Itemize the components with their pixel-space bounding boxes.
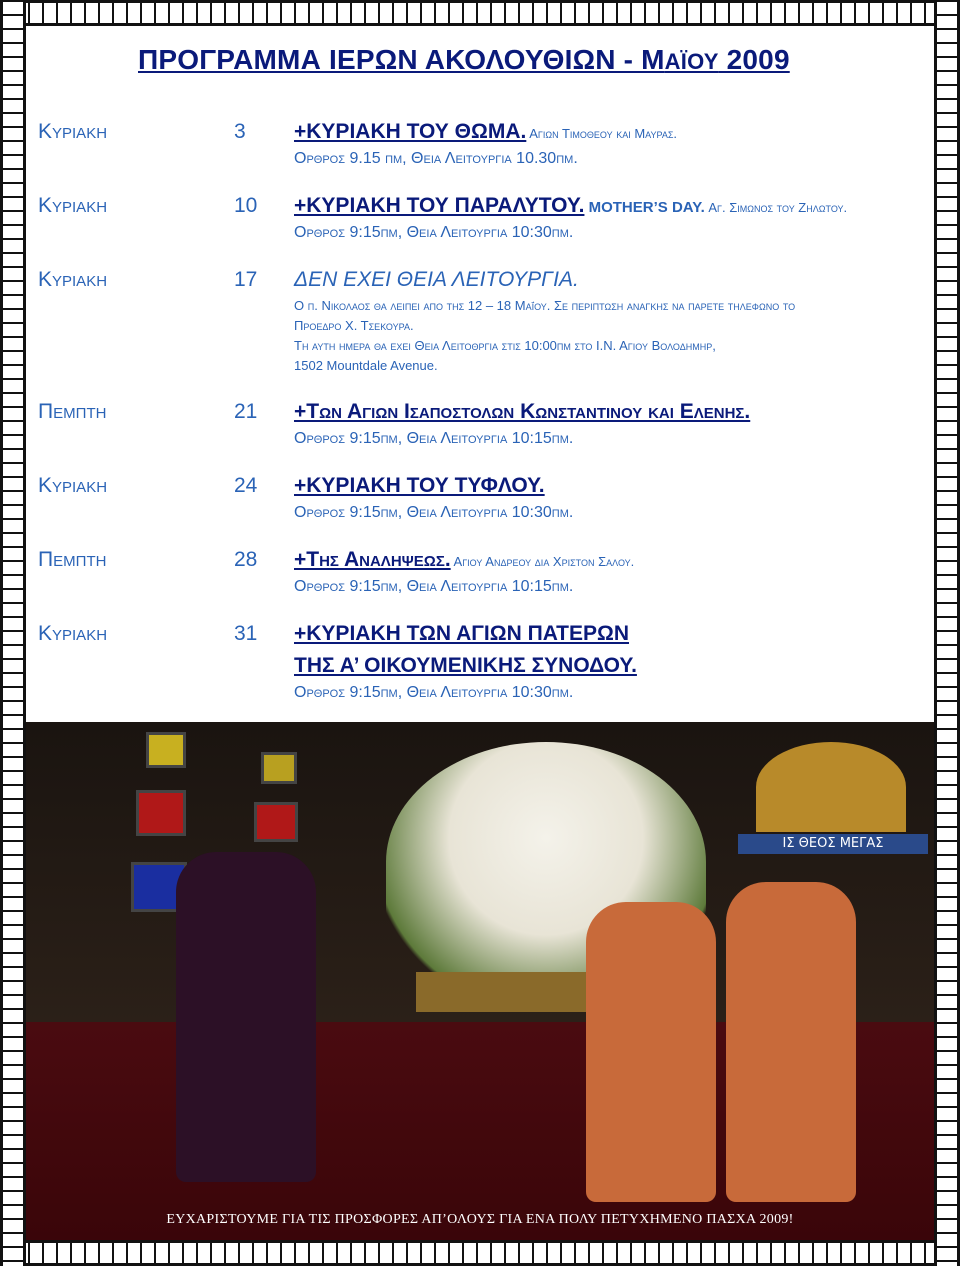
entry-feast: +ΚΥΡΙΑΚΗ ΤΟΥ ΘΩΜΑ. bbox=[294, 120, 527, 143]
entry-day: Πεμπτη bbox=[38, 400, 107, 423]
entry-feast: +ΚΥΡΙΑΚΗ ΤΟΥ ΠΑΡΑΛΥΤΟΥ. bbox=[294, 194, 585, 217]
altar-boy-figure bbox=[586, 902, 716, 1202]
greek-key-border-right bbox=[934, 0, 960, 1266]
schedule-panel bbox=[26, 26, 934, 720]
page-title bbox=[138, 44, 790, 76]
entry-feast: +Της Αναληψεως. bbox=[294, 548, 451, 571]
greek-key-border-bottom bbox=[0, 1240, 960, 1266]
entry-feast: +Των Αγιων Ισαποστολων Κωνσταντινου και Ελενης. bbox=[294, 400, 751, 423]
entry-times: Ορθρος 9:15πμ, Θεια Λειτουργια 10:30πμ. bbox=[294, 504, 574, 521]
entry-times: Ορθρος 9:15πμ, Θεια Λειτουργια 10:30πμ. bbox=[294, 224, 574, 241]
icon-inscription: ΙΣ ΘΕΟΣ ΜΕΓΑΣ bbox=[738, 834, 928, 854]
entry-date: 17 bbox=[234, 268, 258, 291]
title-year: 2009 bbox=[718, 44, 790, 75]
stained-glass-window bbox=[146, 732, 186, 768]
altar-boy-figure bbox=[726, 882, 856, 1202]
icon-painting bbox=[756, 742, 906, 832]
entry-day: Κυριακη bbox=[38, 194, 108, 217]
greek-key-border-left bbox=[0, 0, 26, 1266]
entry-day: Κυριακη bbox=[38, 120, 108, 143]
entry-date: 28 bbox=[234, 548, 258, 571]
entry-times: Ορθρος 9:15πμ, Θεια Λειτουργια 10:15πμ. bbox=[294, 430, 574, 447]
entry-note: Προεδρο Χ. Τσεκουρα. bbox=[294, 318, 414, 333]
entry-day: Κυριακη bbox=[38, 268, 108, 291]
priest-figure bbox=[176, 852, 316, 1182]
entry-feast: +ΚΥΡΙΑΚΗ ΤΟΥ ΤΥΦΛΟΥ. bbox=[294, 474, 545, 497]
entry-feast: +ΚΥΡΙΑΚΗ ΤΩΝ ΑΓΙΩΝ ΠΑΤΕΡΩΝ bbox=[294, 622, 630, 645]
title-main: ΠΡΟΓΡΑΜΜΑ ΙΕΡΩΝ ΑΚΟΛΟΥΘΙΩΝ - Μ bbox=[138, 44, 665, 75]
stained-glass-window bbox=[261, 752, 297, 784]
entry-times: Ορθρος 9.15 πμ, Θεια Λειτουργια 10.30πμ. bbox=[294, 150, 578, 167]
entry-note: 1502 Mountdale Avenue. bbox=[294, 358, 438, 373]
entry-times: Ορθρος 9:15πμ, Θεια Λειτουργια 10:15πμ. bbox=[294, 578, 574, 595]
entry-date: 24 bbox=[234, 474, 258, 497]
entry-times: Ορθρος 9:15πμ, Θεια Λειτουργια 10:30πμ. bbox=[294, 684, 574, 701]
entry-date: 3 bbox=[234, 120, 246, 143]
entry-date: 21 bbox=[234, 400, 258, 423]
church-photo bbox=[26, 722, 934, 1240]
entry-date: 31 bbox=[234, 622, 258, 645]
entry-date: 10 bbox=[234, 194, 258, 217]
entry-feast-line2: ΤΗΣ Α’ ΟΙΚΟΥΜΕΝΙΚΗΣ ΣΥΝΟΔΟΥ. bbox=[294, 654, 637, 677]
entry-note: Ο π. Νικολαος θα λειπει απο της 12 – 18 Μαΐου. Σε περιπτωση αναγκης να παρετε τηλεφωνο το bbox=[294, 298, 796, 313]
entry-day: Πεμπτη bbox=[38, 548, 107, 571]
title-month-small: ΑΪΟΥ bbox=[664, 49, 719, 74]
stained-glass-window bbox=[254, 802, 298, 842]
entry-saints: Αγιων Τιμοθεου και Μαυρας. bbox=[526, 126, 678, 141]
entry-saints: Αγιου Ανδρεου δια Χριστον Σαλου. bbox=[450, 554, 635, 569]
entry-day: Κυριακη bbox=[38, 474, 108, 497]
entry-day: Κυριακη bbox=[38, 622, 108, 645]
greek-key-border-top bbox=[0, 0, 960, 26]
stained-glass-window bbox=[136, 790, 186, 836]
entry-feast: ΔΕΝ ΕΧΕΙ ΘΕΙΑ ΛΕΙΤΟΥΡΓΙΑ. bbox=[294, 268, 579, 291]
footer-message: ΕΥΧΑΡΙΣΤΟΥΜΕ ΓΙΑ ΤΙΣ ΠΡΟΣΦΟΡΕΣ ΑΠ’ΟΛΟΥΣ ΓΙΑ ΕΝΑ ΠΟΛΥ ΠΕΤΥΧΗΜΕΝΟ ΠΑΣΧΑ 2009! bbox=[166, 1212, 794, 1227]
entry-mothers-day: MOTHER’S DAY. bbox=[584, 199, 705, 216]
entry-note: Τη αυτη ημερα θα εχει Θεια Λειτοθργια στις 10:00πμ στο Ι.Ν. Αγιου Βολοδημηρ, bbox=[294, 338, 716, 353]
entry-saints: Αγ. Σιμωνος του Ζηλωτου. bbox=[704, 200, 848, 215]
